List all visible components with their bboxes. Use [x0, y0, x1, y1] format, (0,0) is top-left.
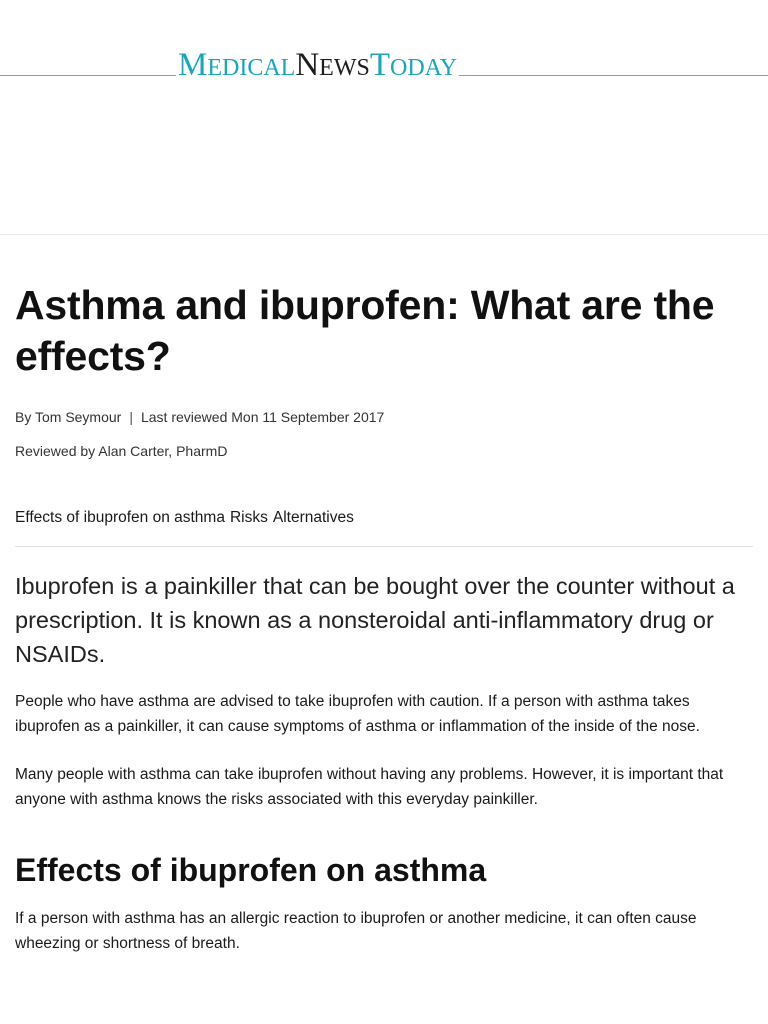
toc-link-effects[interactable]: Effects of ibuprofen on asthma: [15, 509, 225, 526]
logo-part: EDICAL: [207, 55, 296, 81]
logo-part: T: [369, 47, 391, 83]
byline: [15, 408, 753, 426]
logo-part: M: [178, 47, 208, 83]
toc-link-risks[interactable]: Risks: [229, 509, 268, 526]
section-paragraph: If a person with asthma has an allergic reaction to ibuprofen or another medicine, it can often cause wheezing or shortness of breath.: [15, 910, 697, 952]
article: [15, 280, 753, 956]
reviewer-text[interactable]: Reviewed by Alan Carter, PharmD: [15, 443, 228, 459]
byline-separator: |: [129, 409, 133, 425]
article-title: Asthma and ibuprofen: What are the effects?: [15, 282, 715, 379]
body-paragraph: People who have asthma are advised to take ibuprofen with caution. If a person with asthma takes ibuprofen as a painkiller, it can cause symptoms of asthma or inflammation of the inside of the nose.: [15, 693, 700, 735]
last-reviewed-date: Last reviewed Mon 11 September 2017: [140, 409, 385, 425]
logo-part: N: [295, 47, 320, 83]
site-logo[interactable]: [176, 48, 459, 82]
body-paragraph: Many people with asthma can take ibuprofen without having any problems. However, it is important that anyone with asthma knows the risks associated with this everyday painkiller.: [15, 766, 724, 808]
table-of-contents: [15, 508, 753, 547]
toc-link-alternatives[interactable]: Alternatives: [272, 509, 354, 526]
author-link[interactable]: By Tom Seymour: [15, 409, 122, 425]
article-intro: Ibuprofen is a painkiller that can be bought over the counter without a prescription. It is known as a nonsteroidal anti-inflammatory drug or NSAIDs.: [15, 573, 735, 667]
logo-part: ODAY: [390, 55, 458, 81]
logo-part: EWS: [319, 55, 370, 81]
site-header: [0, 0, 768, 235]
medical-reviewer: [15, 442, 753, 460]
section-heading-effects: Effects of ibuprofen on asthma: [15, 852, 487, 888]
